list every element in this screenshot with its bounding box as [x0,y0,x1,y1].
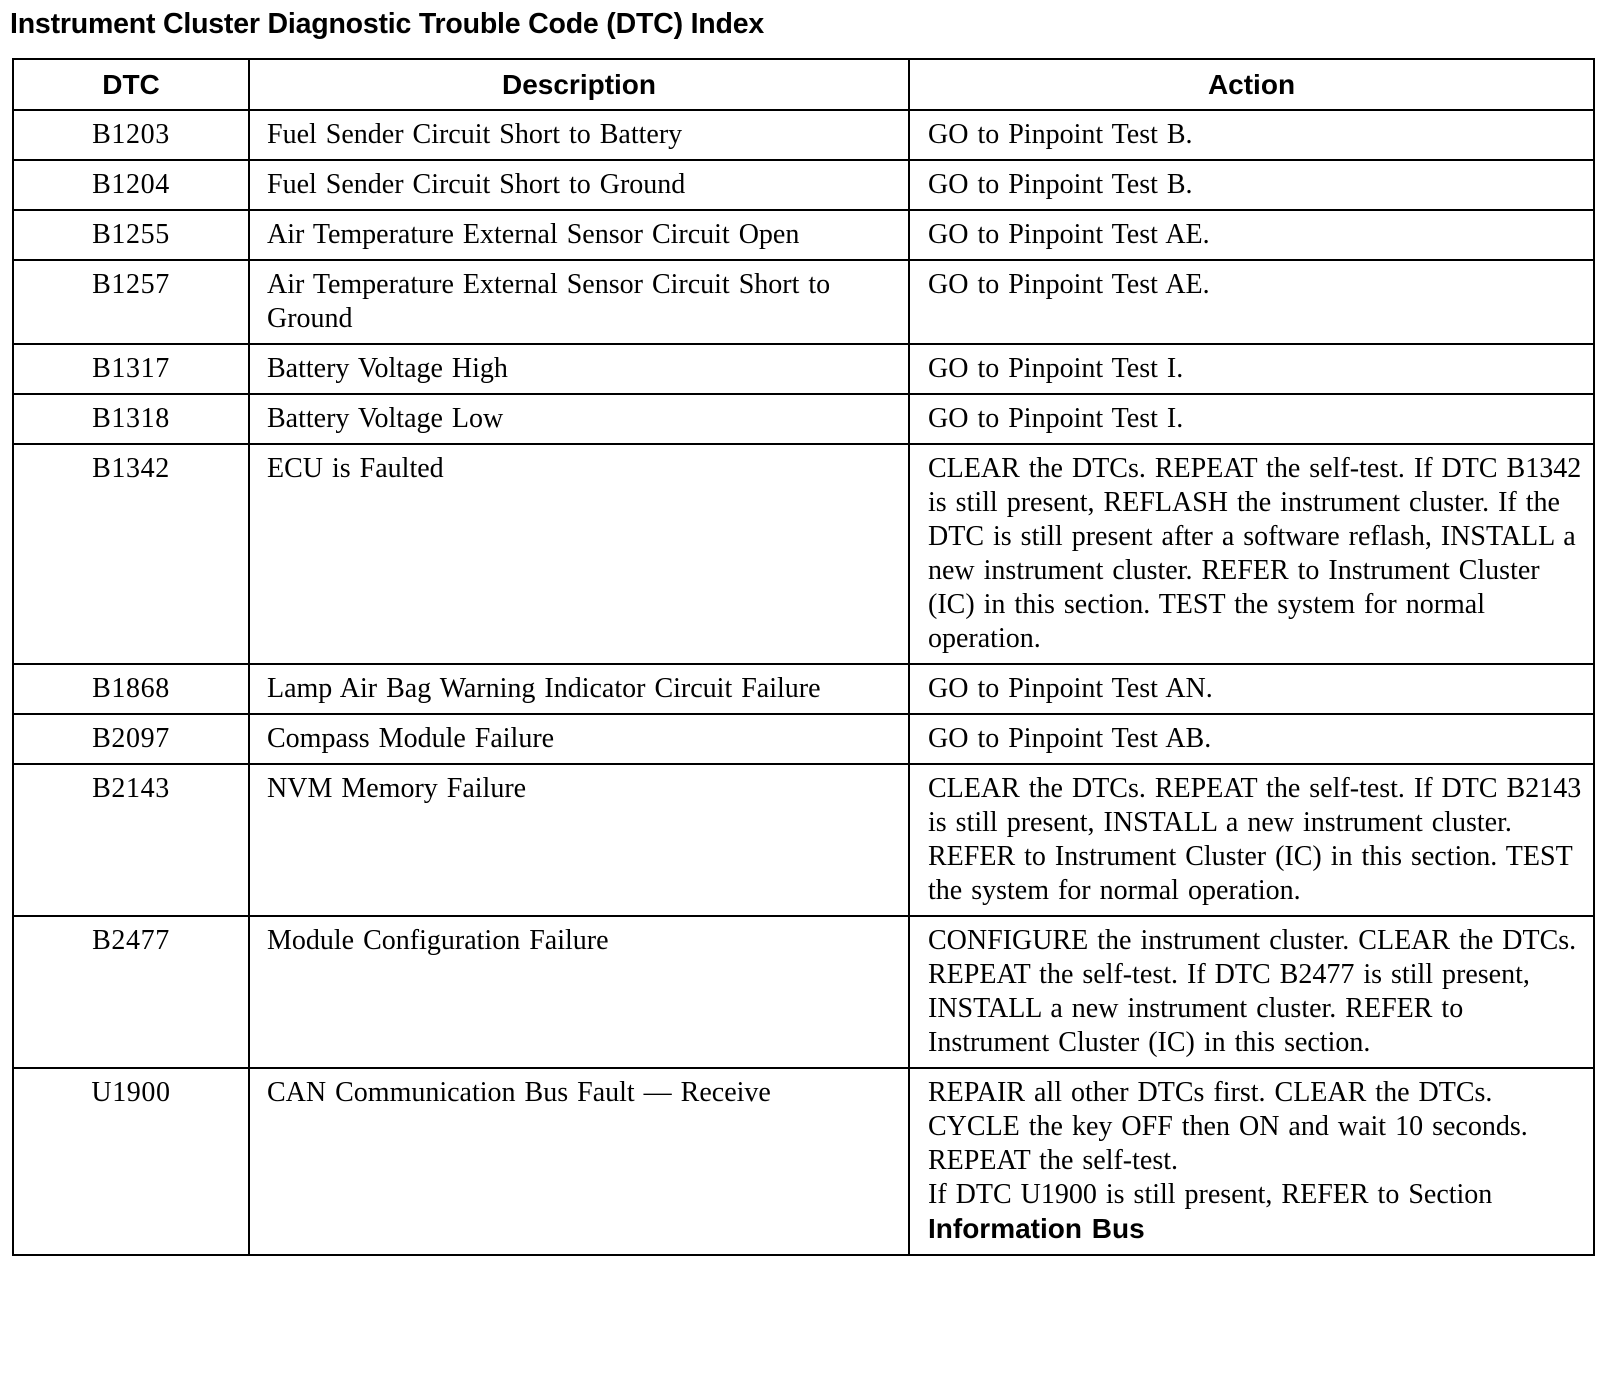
table-row [13,160,1594,210]
page-title: Instrument Cluster Diagnostic Trouble Code (DTC) Index [10,8,765,40]
dtc-code: B1257 [13,260,249,344]
header-dtc: DTC [13,59,249,110]
table-row [13,260,1594,344]
table-row [13,344,1594,394]
dtc-description: Fuel Sender Circuit Short to Battery [249,110,909,160]
dtc-index-table [12,58,1595,1256]
dtc-action: GO to Pinpoint Test I. [909,344,1594,394]
dtc-description: CAN Communication Bus Fault — Receive [249,1068,909,1255]
dtc-code: U1900 [13,1068,249,1255]
dtc-description: Battery Voltage High [249,344,909,394]
dtc-action: GO to Pinpoint Test I. [909,394,1594,444]
dtc-action-line: If DTC U1900 is still present, REFER to Section [928,1179,1493,1210]
table-row [13,714,1594,764]
dtc-code: B1203 [13,110,249,160]
dtc-action: REPAIR all other DTCs first. CLEAR the DTCs. CYCLE the key OFF then ON and wait 10 seconds. REPEAT the self-test. [928,1077,1528,1176]
table-row [13,664,1594,714]
dtc-action: CLEAR the DTCs. REPEAT the self-test. If DTC B2143 is still present, INSTALL a new instrument cluster. REFER to Instrument Cluster (IC) in this section. TEST the system for normal operation. [909,764,1594,916]
dtc-description: Compass Module Failure [249,714,909,764]
dtc-action: GO to Pinpoint Test B. [909,110,1594,160]
dtc-description: Module Configuration Failure [249,916,909,1068]
header-action: Action [909,59,1594,110]
dtc-description: Lamp Air Bag Warning Indicator Circuit Failure [249,664,909,714]
dtc-code: B1868 [13,664,249,714]
table-row [13,764,1594,916]
dtc-action-cell [909,1068,1594,1255]
dtc-action: GO to Pinpoint Test AB. [909,714,1594,764]
dtc-code: B1342 [13,444,249,664]
dtc-description: ECU is Faulted [249,444,909,664]
dtc-action: GO to Pinpoint Test B. [909,160,1594,210]
dtc-code: B2097 [13,714,249,764]
dtc-action: GO to Pinpoint Test AE. [909,260,1594,344]
dtc-action: CONFIGURE the instrument cluster. CLEAR the DTCs. REPEAT the self-test. If DTC B2477 is still present, INSTALL a new instrument cluster. REFER to Instrument Cluster (IC) in this section. [909,916,1594,1068]
table-row [13,444,1594,664]
table-row [13,916,1594,1068]
dtc-code: B1255 [13,210,249,260]
dtc-code: B1317 [13,344,249,394]
dtc-description: NVM Memory Failure [249,764,909,916]
dtc-code: B1204 [13,160,249,210]
dtc-action: CLEAR the DTCs. REPEAT the self-test. If DTC B1342 is still present, REFLASH the instrument cluster. If the DTC is still present after a software reflash, INSTALL a new instrument cluster. REFER to Instrument Cluster (IC) in this section. TEST the system for normal operation. [909,444,1594,664]
dtc-code: B2143 [13,764,249,916]
dtc-action: GO to Pinpoint Test AN. [909,664,1594,714]
table-header-row [13,59,1594,110]
table-row [13,110,1594,160]
dtc-code: B2477 [13,916,249,1068]
dtc-description: Air Temperature External Sensor Circuit Short to Ground [249,260,909,344]
dtc-code: B1318 [13,394,249,444]
dtc-action: GO to Pinpoint Test AE. [909,210,1594,260]
dtc-description: Air Temperature External Sensor Circuit Open [249,210,909,260]
table-row [13,1068,1594,1255]
header-description: Description [249,59,909,110]
table-row [13,394,1594,444]
information-bus-link[interactable]: Information Bus [928,1213,1145,1244]
dtc-description: Fuel Sender Circuit Short to Ground [249,160,909,210]
dtc-action-reference [928,1178,1585,1247]
table-row [13,210,1594,260]
dtc-description: Battery Voltage Low [249,394,909,444]
